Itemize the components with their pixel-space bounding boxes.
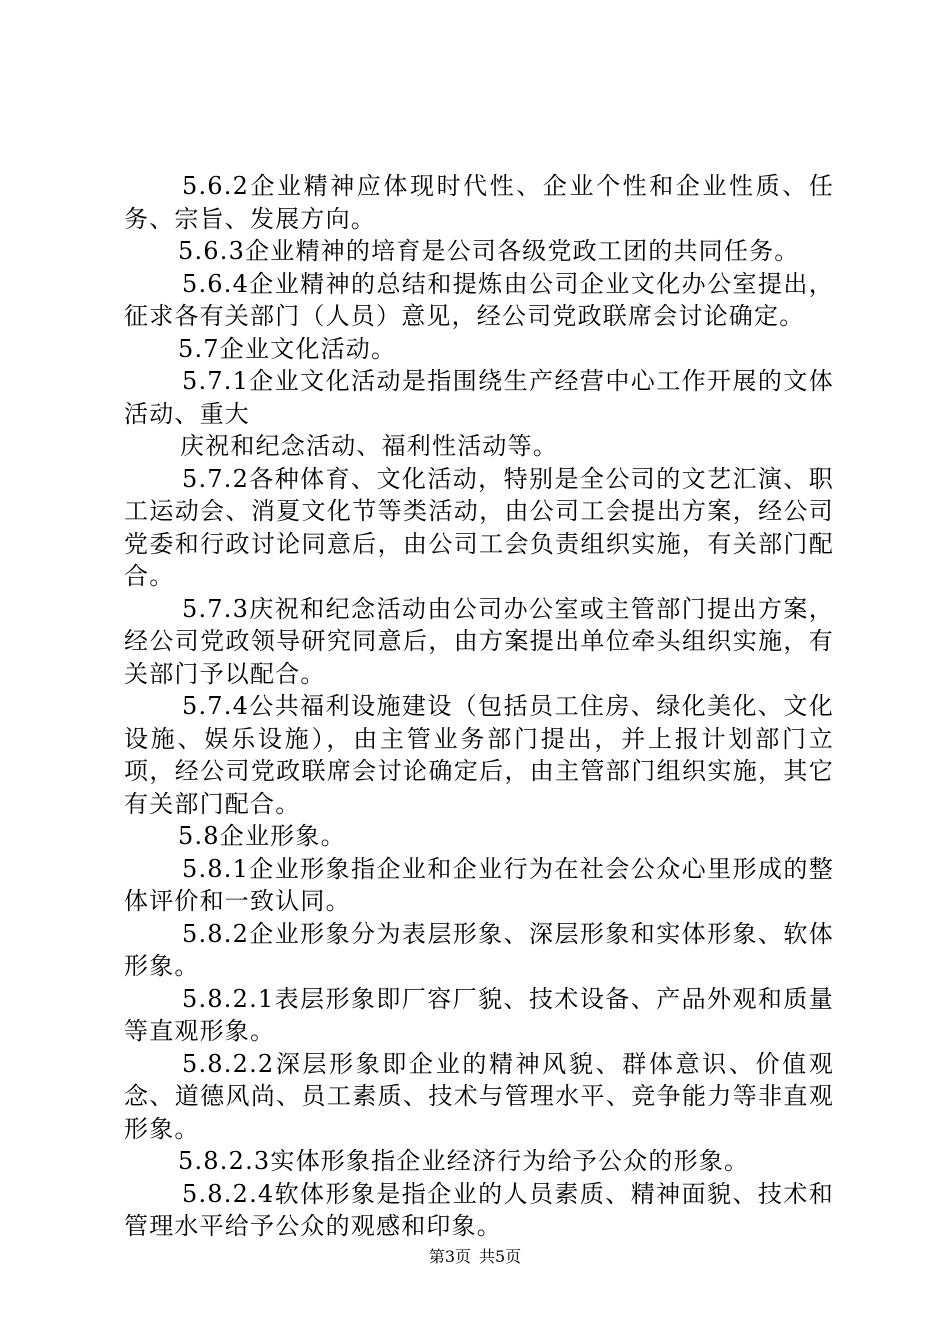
paragraph-5-8: 5.8企业形象。 xyxy=(178,822,346,850)
document-body xyxy=(124,170,834,1243)
paragraph-5-7: 5.7企业文化活动。 xyxy=(178,334,397,363)
paragraph-5-7-2: 5.7.2各种体育、文化活动，特别是全公司的文艺汇演、职工运动会、消夏文化节等类活动，由公司工会提出方案，经公司党委和行政讨论同意后，由公司工会负责组织实施，有关部门配合。 xyxy=(124,464,834,590)
paragraph-5-8-2-4: 5.8.2.4软体形象是指企业的人员素质、精神面貌、技术和管理水平给予公众的观感和印象。 xyxy=(124,1179,834,1240)
paragraph-5-8-2-3: 5.8.2.3实体形象指企业经济行为给予公众的形象。 xyxy=(178,1147,750,1175)
paragraph-5-8-1: 5.8.1企业形象指企业和企业行为在社会公众心里形成的整体评价和一致认同。 xyxy=(124,854,834,915)
paragraph-5-8-2: 5.8.2企业形象分为表层形象、深层形象和实体形象、软体形象。 xyxy=(124,919,834,980)
paragraph-5-7-1-continued: 庆祝和纪念活动、福利性活动等。 xyxy=(180,432,558,460)
paragraph-5-6-4: 5.6.4企业精神的总结和提炼由公司企业文化办公室提出，征求各有关部门（人员）意见，经公司党政联席会讨论确定。 xyxy=(124,269,834,330)
paragraph-5-7-1: 5.7.1企业文化活动是指围绕生产经营中心工作开展的文体活动、重大 xyxy=(124,367,834,428)
page-footer xyxy=(0,1244,950,1267)
paragraph-5-8-2-2: 5.8.2.2深层形象即企业的精神风貌、群体意识、价值观念、道德风尚、员工素质、技术与管理水平、竞争能力等非直观形象。 xyxy=(124,1049,834,1143)
paragraph-5-8-2-1: 5.8.2.1表层形象即厂容厂貌、技术设备、产品外观和质量等直观形象。 xyxy=(124,984,834,1045)
paragraph-5-7-3: 5.7.3庆祝和纪念活动由公司办公室或主管部门提出方案，经公司党政领导研究同意后，由方案提出单位牵头组织实施，有关部门予以配合。 xyxy=(124,594,834,688)
paragraph-5-6-2: 5.6.2企业精神应体现时代性、企业个性和企业性质、任务、宗旨、发展方向。 xyxy=(124,172,834,233)
paragraph-5-6-3: 5.6.3企业精神的培育是公司各级党政工团的共同任务。 xyxy=(178,237,800,265)
paragraph-5-7-4: 5.7.4公共福利设施建设（包括员工住房、绿化美化、文化设施、娱乐设施），由主管业务部门提出，并上报计划部门立项，经公司党政联席会讨论确定后，由主管部门组织实施，其它有关部门配合。 xyxy=(124,692,834,818)
page-total: 共5页 xyxy=(479,1247,522,1266)
page-number: 第3页 xyxy=(428,1247,471,1266)
